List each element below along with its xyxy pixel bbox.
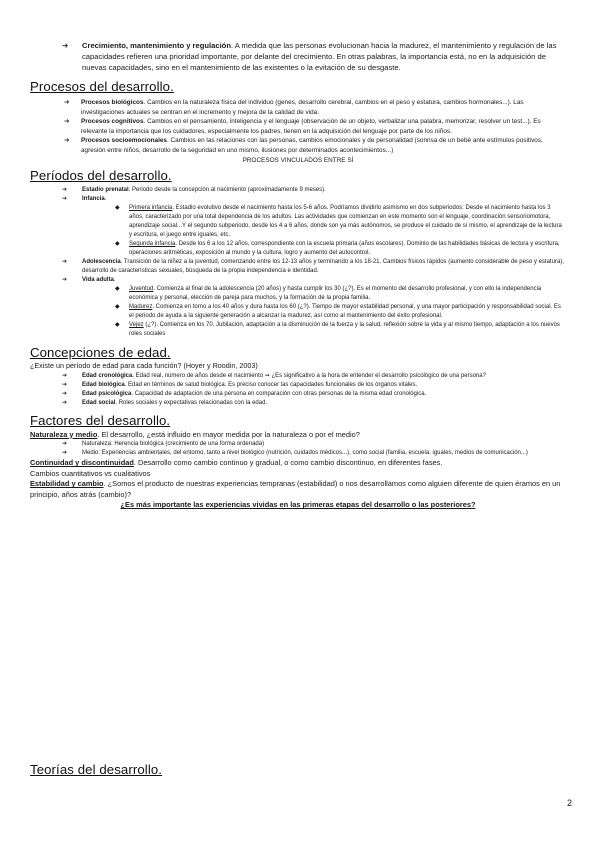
factor-term: Estabilidad y cambio xyxy=(30,479,104,489)
factor-subitem xyxy=(30,440,566,449)
diamond-bullet-icon: ◆ xyxy=(115,241,120,248)
procesos-description: . Cambios en las relaciones con las personas, cambios emocionales y de personalidad (sonrisa de un bebé ante estímulos positivos, agresión entre niños, desarrollo de la seguridad en uno mismo, ilusiones por determinados acontecimientos...) xyxy=(81,137,543,154)
arrow-bullet-icon: ➔ xyxy=(62,390,68,397)
periodo-description: . Periodo desde la concepción al nacimiento (aproximadamente 9 meses). xyxy=(128,187,326,194)
periodo-item xyxy=(30,195,566,204)
periodo-term: Adolescencia xyxy=(82,259,121,266)
periodo-term: Vida adulta xyxy=(82,277,114,284)
arrow-bullet-icon: ➔ xyxy=(62,381,68,388)
periodo-term: Infancia xyxy=(82,196,105,203)
procesos-caption: PROCESOS VINCULADOS ENTRE SÍ xyxy=(242,156,354,164)
procesos-item xyxy=(30,117,566,136)
procesos-term: Procesos cognitivos xyxy=(81,118,144,126)
heading-procesos: Procesos del desarrollo. xyxy=(30,79,174,94)
procesos-item xyxy=(30,98,566,117)
heading-concepciones: Concepciones de edad. xyxy=(30,345,171,361)
key-question-text: ¿Es más importante las experiencias vividas en las primeras etapas del desarrollo o las posteriores? xyxy=(120,500,476,510)
factor-key-question xyxy=(30,500,566,511)
factor-subitem xyxy=(30,449,566,458)
edad-term: Edad biológica xyxy=(82,381,125,388)
heading-teorias: Teorías del desarrollo. xyxy=(30,762,163,777)
periodo-item xyxy=(30,258,566,276)
factor-term: Continuidad y discontinuidad xyxy=(30,458,134,468)
factor-term: Naturaleza y medio xyxy=(30,429,98,439)
periodo-subitem xyxy=(30,303,566,321)
edad-description: . Edad real, número de años desde el nacimiento ➞ ¿Es significativo a la hora de entender el desarrollo psicológico de una persona? xyxy=(132,372,486,379)
periodo-subterm: Segunda infancia xyxy=(129,241,176,248)
factor-cambios: Cambios cuantitativos vs cualitativos xyxy=(30,468,151,478)
factor-naturaleza xyxy=(30,430,566,441)
diamond-bullet-icon: ◆ xyxy=(115,205,120,212)
periodo-description: . xyxy=(104,196,107,203)
edad-item xyxy=(30,399,566,408)
arrow-bullet-icon: ➔ xyxy=(62,277,68,284)
factor-continuidad xyxy=(30,458,566,469)
periodo-subitem xyxy=(30,321,566,339)
concepciones-question: ¿Existe un período de edad para cada función? (Hoyer y Roodin, 2003) xyxy=(30,361,258,371)
factor-subdescription: Medio: Experiencias ambientales, del entorno, tanto a nivel biológico (nutrición, cuidados médicos...), como social (familia, escuela, iguales, medios de comunicación...) xyxy=(82,450,528,457)
arrow-bullet-icon: ➔ xyxy=(62,187,68,194)
procesos-term: Procesos biológicos xyxy=(81,99,144,106)
periodo-subterm: Vejez xyxy=(129,322,144,329)
periodo-subdescription: . Comienza al final de la adolescencia (20 años) y hasta cumplir los 30 (¿?). Es el momento del desarrollo profesional, y con ello la independencia económica y personal, elección de pareja para muchos, y la formación de la propia familia. xyxy=(129,286,542,302)
periodo-subdescription: . Desde los 6 a los 12 años, correspondiente con la escuela primaria (años escolares). Dominio de las habilidades básicas de lectura y escritura, operaciones aritméticas, exposición al mundo y la cultura, logro y aumento del autocontrol. xyxy=(129,241,560,257)
procesos-term: Procesos socioemocionales xyxy=(81,137,167,145)
edad-description: . Edad en términos de salud biológica. Es preciso conocer las capacidades funcionales de los órganos vitales. xyxy=(124,381,418,388)
factor-estabilidad xyxy=(30,479,566,500)
arrow-bullet-icon: ➔ xyxy=(62,259,68,266)
intro-list-item xyxy=(30,40,566,73)
intro-text xyxy=(82,40,566,73)
heading-factores: Factores del desarrollo. xyxy=(30,412,171,428)
factor-description: . ¿Somos el producto de nuestras experiencias tempranas (estabilidad) o nos desarrollamos como alguien diferente de quien éramos en un principio, años atrás (cambio)? xyxy=(30,479,561,499)
periodo-subitem xyxy=(30,240,566,258)
edad-term: Edad social xyxy=(82,399,116,406)
periodo-description: . xyxy=(113,277,116,284)
periodo-item xyxy=(30,186,566,195)
arrow-bullet-icon: ➔ xyxy=(62,41,69,50)
arrow-bullet-icon: ➔ xyxy=(64,137,70,145)
edad-term: Edad psicológica xyxy=(82,390,132,397)
page-number: 2 xyxy=(566,798,572,808)
periodo-subitem xyxy=(30,285,566,303)
arrow-bullet-icon: ➔ xyxy=(64,99,70,106)
diamond-bullet-icon: ◆ xyxy=(115,322,120,329)
periodo-subterm: Madurez xyxy=(129,304,153,311)
periodo-subdescription: (¿?). Comienza en los 70. Jubilación, adaptación a la disminución de la fuerza y la salud, reflexión sobre la vida y al mismo tiempo, adaptación a los nuevos roles sociales xyxy=(129,322,560,338)
factor-description: . El desarrollo, ¿está influido en mayor medida por la naturaleza o por el medio? xyxy=(97,429,360,439)
periodo-subterm: Primera infancia xyxy=(129,205,173,212)
edad-description: . Capacidad de adaptación de una persona en comparación con otras personas de la misma edad cronológica. xyxy=(131,390,427,397)
periodo-subterm: Juventud xyxy=(129,286,154,293)
procesos-description: . Cambios en el pensamiento, inteligencia y el lenguaje (observación de un objeto, verbalizar una palabra, memorizar, resolver un test...). Es relevante la importancia que los cuidadores, especialmente los padres, tienen en la adquisición del lenguaje por parte de los niños. xyxy=(81,118,541,135)
periodo-term: Estadio prenatal xyxy=(82,187,129,194)
periodo-description: . Transición de la niñez a la juventud, comenzando entre los 12-13 años y terminando a los 18-21. Cambios físicos rápidos (aumento considerable de peso y estatura), desarrollo de características sexuales, búsqueda de la propia independencia e identidad. xyxy=(82,259,564,275)
edad-item xyxy=(30,390,566,399)
procesos-description: . Cambios en la naturaleza física del individuo (genes, desarrollo cerebral, cambios en el peso y estatura, cambios hormonales...). Las investigaciones actuales se centran en el incremento y mejora de la calidad de vida. xyxy=(81,99,524,116)
intro-term: Crecimiento, mantenimiento y regulación xyxy=(82,41,231,50)
periodo-item xyxy=(30,276,566,285)
arrow-bullet-icon: ➔ xyxy=(62,441,68,448)
periodo-subdescription: . Estadio evolutivo desde el nacimiento hasta los 5-6 años. Podríamos dividirlo asimismo en dos subperiodos: Desde el nacimiento hasta los 3 años, caracterizado por una total dependencia de los adultos. Las actividades que comienzan en este momento son el lenguaje, coordinación sensoriomotora, aprendizaje social...Y el segundo subperiodo, desde los 4 a 6 años, donde son ya más autónomos, se produce el cuidado de sí mismo, el aprendizaje de la lectura y escritura, el juego entre iguales, etc. xyxy=(129,205,562,239)
arrow-bullet-icon: ➔ xyxy=(62,372,68,379)
factor-description: . Desarrollo como cambio continuo y gradual, o como cambio discontinuo, en diferentes fases. xyxy=(133,458,443,468)
factor-subdescription: Naturaleza: Herencia biológica (crecimiento de una forma ordenada) xyxy=(82,441,265,448)
heading-periodos: Períodos del desarrollo. xyxy=(30,168,172,184)
edad-item xyxy=(30,372,566,381)
edad-item xyxy=(30,381,566,390)
edad-term: Edad cronológica xyxy=(82,372,133,379)
arrow-bullet-icon: ➔ xyxy=(62,399,68,406)
arrow-bullet-icon: ➔ xyxy=(62,196,68,203)
arrow-bullet-icon: ➔ xyxy=(62,450,68,457)
periodo-subdescription: . Comienza en torno a los 40 años y dura hasta los 60 (¿?). Tiempo de mayor estabilidad personal, y una mayor participación y responsabilidad social. Es el periodo de ayuda a la siguiente generación a alcanzar la madurez, así como al mantenimiento del éxito profesional. xyxy=(129,304,561,320)
diamond-bullet-icon: ◆ xyxy=(115,304,120,311)
edad-description: . Roles sociales y expectativas relacionadas con la edad. xyxy=(115,399,268,406)
diamond-bullet-icon: ◆ xyxy=(115,286,120,293)
arrow-bullet-icon: ➔ xyxy=(64,118,70,126)
periodo-subitem xyxy=(30,204,566,240)
intro-description: . A medida que las personas evolucionan hacia la madurez, el mantenimiento y regulación de las capacidades refieren una prioridad importante, por delante del crecimiento. En otras palabras, la importancia está, no en la adquisición de nuevas capacidades, sino en el mantenimiento de las existentes o la evitación de su desgaste. xyxy=(82,41,557,72)
procesos-item xyxy=(30,136,566,155)
